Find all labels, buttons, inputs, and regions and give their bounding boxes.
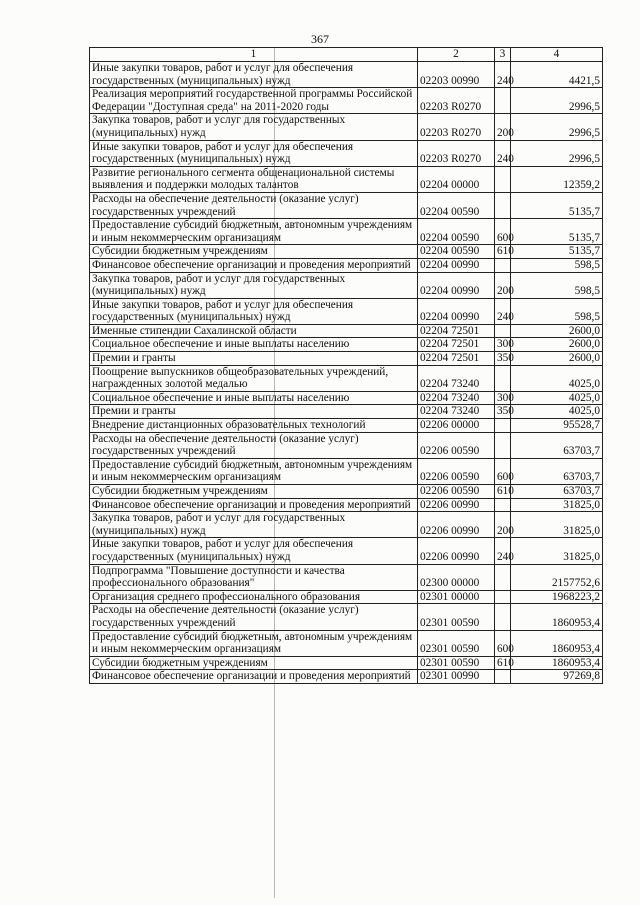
row-type-cell bbox=[495, 324, 511, 338]
row-code-cell: 02204 00590 bbox=[418, 245, 495, 259]
row-sum-cell: 4025,0 bbox=[511, 365, 603, 391]
row-code-cell: 02204 72501 bbox=[418, 352, 495, 366]
table-row bbox=[90, 432, 603, 458]
row-type-cell: 200 bbox=[495, 114, 511, 140]
row-sum-cell: 1860953,4 bbox=[511, 630, 603, 656]
row-name-cell: Субсидии бюджетным учреждениям bbox=[90, 656, 418, 670]
row-name-cell: Иные закупки товаров, работ и услуг для обеспечения государственных (муниципальных) нужд bbox=[90, 62, 418, 88]
row-name-cell: Поощрение выпускников общеобразовательных учреждений, награжденных золотой медалью bbox=[90, 365, 418, 391]
row-sum-cell: 1860953,4 bbox=[511, 656, 603, 670]
table-row bbox=[90, 338, 603, 352]
row-type-cell bbox=[495, 590, 511, 604]
row-code-cell: 02300 00000 bbox=[418, 564, 495, 590]
row-sum-cell: 2600,0 bbox=[511, 324, 603, 338]
table-body bbox=[90, 62, 603, 684]
row-sum-cell: 12359,2 bbox=[511, 166, 603, 192]
table-row bbox=[90, 630, 603, 656]
row-name-cell: Предоставление субсидий бюджетным, автономным учреждениям и иным некоммерческим организациям bbox=[90, 630, 418, 656]
table-row bbox=[90, 564, 603, 590]
row-code-cell: 02204 72501 bbox=[418, 324, 495, 338]
row-sum-cell: 63703,7 bbox=[511, 485, 603, 499]
row-sum-cell: 31825,0 bbox=[511, 498, 603, 512]
row-name-cell: Развитие регионального сегмента общенациональной системы выявления и поддержки молодых талантов bbox=[90, 166, 418, 192]
table-row bbox=[90, 258, 603, 272]
row-sum-cell: 97269,8 bbox=[511, 670, 603, 684]
row-sum-cell: 1968223,2 bbox=[511, 590, 603, 604]
table-row bbox=[90, 604, 603, 630]
row-name-cell: Премии и гранты bbox=[90, 405, 418, 419]
row-code-cell: 02204 73240 bbox=[418, 405, 495, 419]
row-name-cell: Закупка товаров, работ и услуг для государственных (муниципальных) нужд bbox=[90, 272, 418, 298]
row-code-cell: 02206 00590 bbox=[418, 485, 495, 499]
row-sum-cell: 5135,7 bbox=[511, 245, 603, 259]
row-name-cell: Субсидии бюджетным учреждениям bbox=[90, 245, 418, 259]
row-sum-cell: 4025,0 bbox=[511, 405, 603, 419]
row-name-cell: Иные закупки товаров, работ и услуг для обеспечения государственных (муниципальных) нужд bbox=[90, 298, 418, 324]
row-name-cell: Расходы на обеспечение деятельности (оказание услуг) государственных учреждений bbox=[90, 604, 418, 630]
table-row bbox=[90, 192, 603, 218]
table-row bbox=[90, 245, 603, 259]
row-code-cell: 02206 00590 bbox=[418, 458, 495, 484]
row-type-cell: 610 bbox=[495, 245, 511, 259]
table-row bbox=[90, 458, 603, 484]
row-name-cell: Предоставление субсидий бюджетным, автономным учреждениям и иным некоммерческим организациям bbox=[90, 458, 418, 484]
row-sum-cell: 5135,7 bbox=[511, 219, 603, 245]
row-type-cell: 600 bbox=[495, 219, 511, 245]
table-row bbox=[90, 391, 603, 405]
table-row bbox=[90, 140, 603, 166]
row-sum-cell: 598,5 bbox=[511, 258, 603, 272]
header-col-2: 2 bbox=[418, 48, 495, 62]
table-row bbox=[90, 512, 603, 538]
table-row bbox=[90, 590, 603, 604]
table-row bbox=[90, 538, 603, 564]
row-type-cell: 600 bbox=[495, 630, 511, 656]
row-code-cell: 02301 00590 bbox=[418, 656, 495, 670]
table-row bbox=[90, 485, 603, 499]
row-type-cell: 200 bbox=[495, 512, 511, 538]
row-type-cell bbox=[495, 419, 511, 433]
table-row bbox=[90, 656, 603, 670]
header-col-4: 4 bbox=[511, 48, 603, 62]
row-code-cell: 02206 00990 bbox=[418, 498, 495, 512]
page-number: 367 bbox=[311, 32, 329, 46]
row-name-cell: Финансовое обеспечение организации и проведения мероприятий bbox=[90, 670, 418, 684]
row-sum-cell: 2600,0 bbox=[511, 338, 603, 352]
table-header-row bbox=[90, 48, 603, 62]
row-type-cell bbox=[495, 258, 511, 272]
table-row bbox=[90, 352, 603, 366]
row-code-cell: 02204 00000 bbox=[418, 166, 495, 192]
row-sum-cell: 63703,7 bbox=[511, 432, 603, 458]
row-type-cell: 610 bbox=[495, 656, 511, 670]
row-type-cell: 240 bbox=[495, 62, 511, 88]
row-sum-cell: 2996,5 bbox=[511, 88, 603, 114]
row-name-cell: Предоставление субсидий бюджетным, автономным учреждениям и иным некоммерческим организациям bbox=[90, 219, 418, 245]
row-type-cell bbox=[495, 670, 511, 684]
row-sum-cell: 4025,0 bbox=[511, 391, 603, 405]
row-name-cell: Иные закупки товаров, работ и услуг для обеспечения государственных (муниципальных) нужд bbox=[90, 140, 418, 166]
row-code-cell: 02204 73240 bbox=[418, 365, 495, 391]
row-name-cell: Расходы на обеспечение деятельности (оказание услуг) государственных учреждений bbox=[90, 432, 418, 458]
row-name-cell: Именные стипендии Сахалинской области bbox=[90, 324, 418, 338]
row-code-cell: 02203 R0270 bbox=[418, 140, 495, 166]
row-code-cell: 02206 00990 bbox=[418, 512, 495, 538]
table-row bbox=[90, 219, 603, 245]
table-row bbox=[90, 62, 603, 88]
row-type-cell bbox=[495, 564, 511, 590]
row-name-cell: Закупка товаров, работ и услуг для государственных (муниципальных) нужд bbox=[90, 114, 418, 140]
header-col-3: 3 bbox=[495, 48, 511, 62]
row-code-cell: 02204 00990 bbox=[418, 298, 495, 324]
table-row bbox=[90, 670, 603, 684]
row-sum-cell: 598,5 bbox=[511, 272, 603, 298]
row-sum-cell: 598,5 bbox=[511, 298, 603, 324]
table-row bbox=[90, 324, 603, 338]
row-name-cell: Финансовое обеспечение организации и проведения мероприятий bbox=[90, 258, 418, 272]
row-sum-cell: 2157752,6 bbox=[511, 564, 603, 590]
row-sum-cell: 31825,0 bbox=[511, 512, 603, 538]
row-type-cell: 610 bbox=[495, 485, 511, 499]
row-name-cell: Реализация мероприятий государственной программы Российской Федерации "Доступная среда" на 2011-2020 годы bbox=[90, 88, 418, 114]
row-type-cell: 300 bbox=[495, 338, 511, 352]
row-type-cell: 350 bbox=[495, 405, 511, 419]
row-code-cell: 02206 00590 bbox=[418, 432, 495, 458]
row-type-cell bbox=[495, 498, 511, 512]
row-name-cell: Социальное обеспечение и иные выплаты населению bbox=[90, 338, 418, 352]
row-name-cell: Премии и гранты bbox=[90, 352, 418, 366]
row-type-cell bbox=[495, 432, 511, 458]
budget-table bbox=[89, 47, 603, 684]
row-type-cell bbox=[495, 88, 511, 114]
row-type-cell: 600 bbox=[495, 458, 511, 484]
row-code-cell: 02203 R0270 bbox=[418, 88, 495, 114]
row-code-cell: 02204 00990 bbox=[418, 272, 495, 298]
row-sum-cell: 63703,7 bbox=[511, 458, 603, 484]
row-type-cell: 240 bbox=[495, 298, 511, 324]
row-name-cell: Внедрение дистанционных образовательных технологий bbox=[90, 419, 418, 433]
row-code-cell: 02206 00000 bbox=[418, 419, 495, 433]
table-row bbox=[90, 88, 603, 114]
row-type-cell: 300 bbox=[495, 391, 511, 405]
row-sum-cell: 2600,0 bbox=[511, 352, 603, 366]
row-type-cell: 240 bbox=[495, 140, 511, 166]
row-name-cell: Организация среднего профессионального образования bbox=[90, 590, 418, 604]
row-type-cell bbox=[495, 365, 511, 391]
row-sum-cell: 95528,7 bbox=[511, 419, 603, 433]
table-row bbox=[90, 166, 603, 192]
row-sum-cell: 1860953,4 bbox=[511, 604, 603, 630]
row-type-cell: 240 bbox=[495, 538, 511, 564]
table-row bbox=[90, 498, 603, 512]
table-row bbox=[90, 419, 603, 433]
row-code-cell: 02204 00990 bbox=[418, 258, 495, 272]
row-sum-cell: 5135,7 bbox=[511, 192, 603, 218]
row-name-cell: Финансовое обеспечение организации и проведения мероприятий bbox=[90, 498, 418, 512]
row-name-cell: Субсидии бюджетным учреждениям bbox=[90, 485, 418, 499]
header-col-1: 1 bbox=[90, 48, 418, 62]
row-sum-cell: 2996,5 bbox=[511, 140, 603, 166]
row-code-cell: 02204 72501 bbox=[418, 338, 495, 352]
row-code-cell: 02203 00990 bbox=[418, 62, 495, 88]
row-type-cell bbox=[495, 166, 511, 192]
row-name-cell: Расходы на обеспечение деятельности (оказание услуг) государственных учреждений bbox=[90, 192, 418, 218]
row-type-cell: 350 bbox=[495, 352, 511, 366]
table-row bbox=[90, 272, 603, 298]
table-row bbox=[90, 114, 603, 140]
row-code-cell: 02204 00590 bbox=[418, 192, 495, 218]
row-code-cell: 02203 R0270 bbox=[418, 114, 495, 140]
row-code-cell: 02301 00590 bbox=[418, 604, 495, 630]
row-code-cell: 02204 00590 bbox=[418, 219, 495, 245]
row-code-cell: 02204 73240 bbox=[418, 391, 495, 405]
row-type-cell bbox=[495, 192, 511, 218]
row-sum-cell: 31825,0 bbox=[511, 538, 603, 564]
row-code-cell: 02206 00990 bbox=[418, 538, 495, 564]
row-name-cell: Подпрограмма "Повышение доступности и качества профессионального образования" bbox=[90, 564, 418, 590]
table-row bbox=[90, 298, 603, 324]
row-type-cell: 200 bbox=[495, 272, 511, 298]
row-name-cell: Закупка товаров, работ и услуг для государственных (муниципальных) нужд bbox=[90, 512, 418, 538]
row-sum-cell: 2996,5 bbox=[511, 114, 603, 140]
table-row bbox=[90, 365, 603, 391]
row-type-cell bbox=[495, 604, 511, 630]
row-sum-cell: 4421,5 bbox=[511, 62, 603, 88]
row-code-cell: 02301 00000 bbox=[418, 590, 495, 604]
row-code-cell: 02301 00590 bbox=[418, 630, 495, 656]
row-code-cell: 02301 00990 bbox=[418, 670, 495, 684]
row-name-cell: Социальное обеспечение и иные выплаты населению bbox=[90, 391, 418, 405]
row-name-cell: Иные закупки товаров, работ и услуг для обеспечения государственных (муниципальных) нужд bbox=[90, 538, 418, 564]
table-row bbox=[90, 405, 603, 419]
